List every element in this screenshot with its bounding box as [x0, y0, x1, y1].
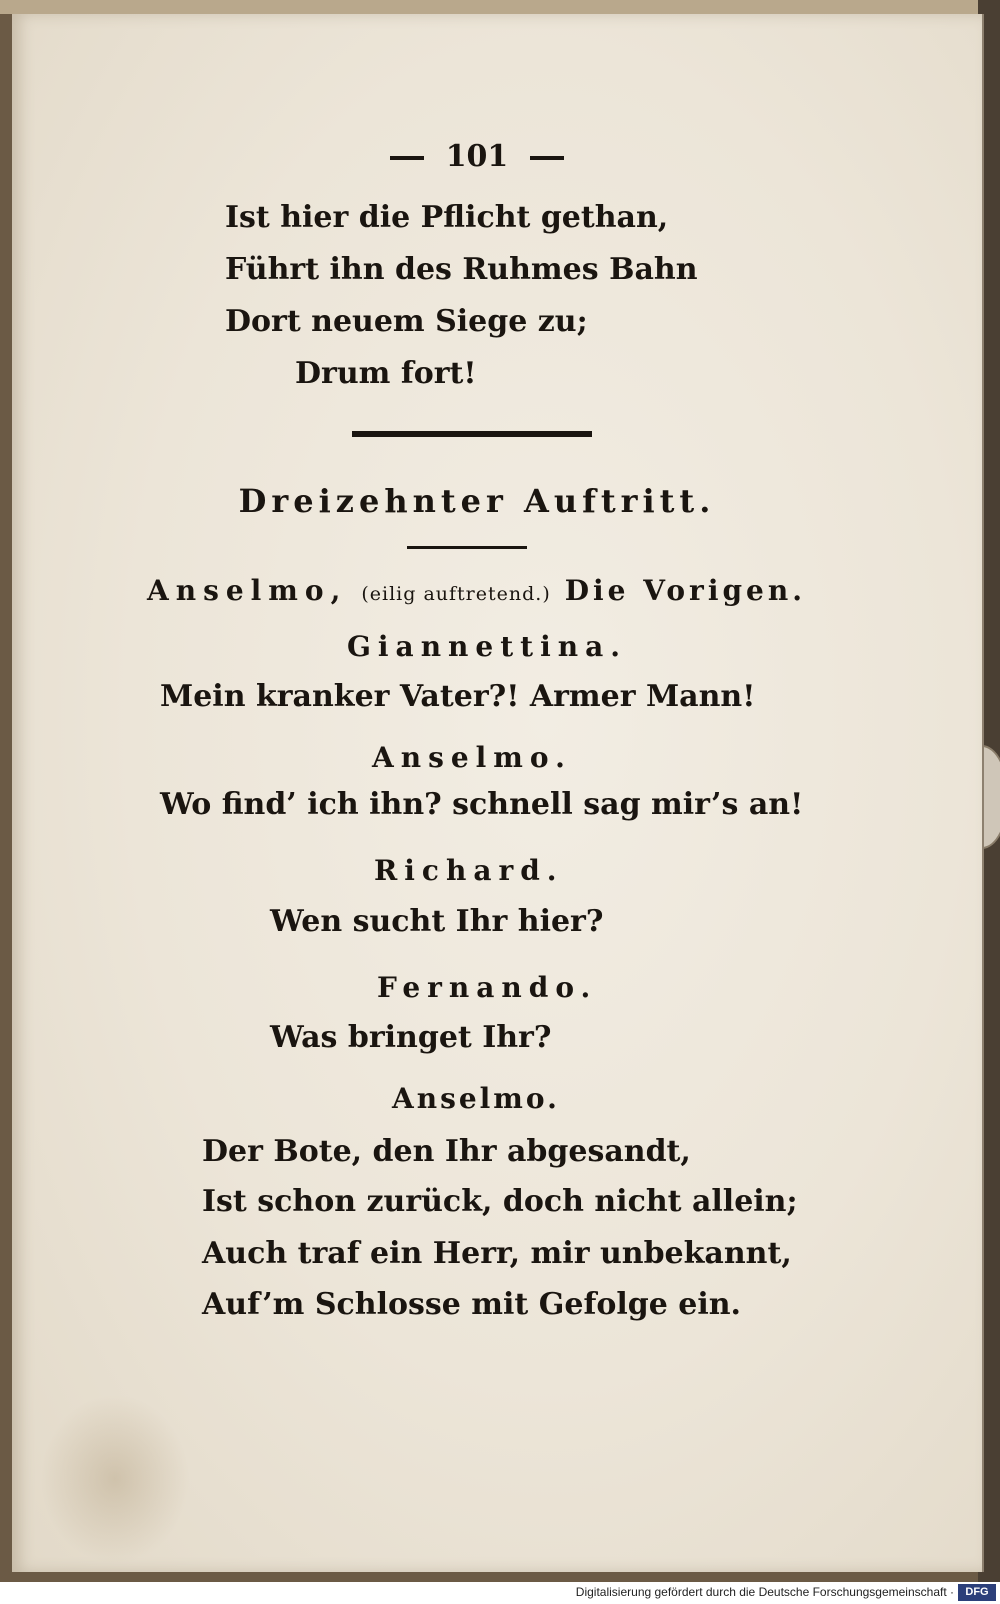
- dfg-logo: DFG: [958, 1584, 996, 1601]
- dialogue-line: Mein kranker Vater?! Armer Mann!: [160, 679, 756, 714]
- dialogue-line: Wen sucht Ihr hier?: [270, 904, 604, 939]
- speaker-name: Anselmo.: [392, 1082, 560, 1115]
- cast-line: [147, 574, 806, 607]
- verse-line: Führt ihn des Ruhmes Bahn: [225, 252, 698, 287]
- dialogue-line: Auf’m Schlosse mit Gefolge ein.: [202, 1287, 742, 1322]
- section-divider: [352, 431, 592, 437]
- folio-dash-left: [390, 156, 424, 160]
- funding-credit: Digitalisierung gefördert durch die Deutsche Forschungsgemeinschaft ·: [575, 1585, 954, 1599]
- folio-dash-right: [530, 156, 564, 160]
- speaker-name: Anselmo.: [372, 741, 572, 774]
- dialogue-line: Ist schon zurück, doch nicht allein;: [202, 1184, 798, 1219]
- speaker-name: Giannettina.: [347, 630, 627, 663]
- book-edge-top: [0, 0, 1000, 14]
- stage-direction: (eilig auftretend.): [361, 583, 551, 605]
- page-number-text: 101: [445, 139, 509, 174]
- speaker-name: Richard.: [374, 854, 564, 887]
- scene-heading: Dreizehnter Auftritt.: [238, 482, 716, 520]
- digitization-footer: [0, 1582, 1000, 1604]
- dialogue-line: Der Bote, den Ihr abgesandt,: [202, 1134, 691, 1169]
- page-number: [12, 139, 942, 174]
- verse-line: Ist hier die Pflicht gethan,: [225, 200, 669, 235]
- speaker-name: Fernando.: [377, 971, 598, 1004]
- dialogue-line: Auch traf ein Herr, mir unbekannt,: [202, 1236, 792, 1271]
- paper-stain: [40, 1394, 190, 1564]
- book-page: [12, 14, 984, 1572]
- verse-line: Drum fort!: [295, 356, 477, 391]
- heading-rule: [407, 546, 527, 549]
- cast-speaker: Anselmo,: [147, 574, 348, 607]
- dialogue-line: Wo find’ ich ihn? schnell sag mir’s an!: [160, 787, 804, 822]
- cast-others: Die Vorigen.: [564, 574, 806, 607]
- dialogue-line: Was bringet Ihr?: [270, 1020, 552, 1055]
- verse-line: Dort neuem Siege zu;: [225, 304, 588, 339]
